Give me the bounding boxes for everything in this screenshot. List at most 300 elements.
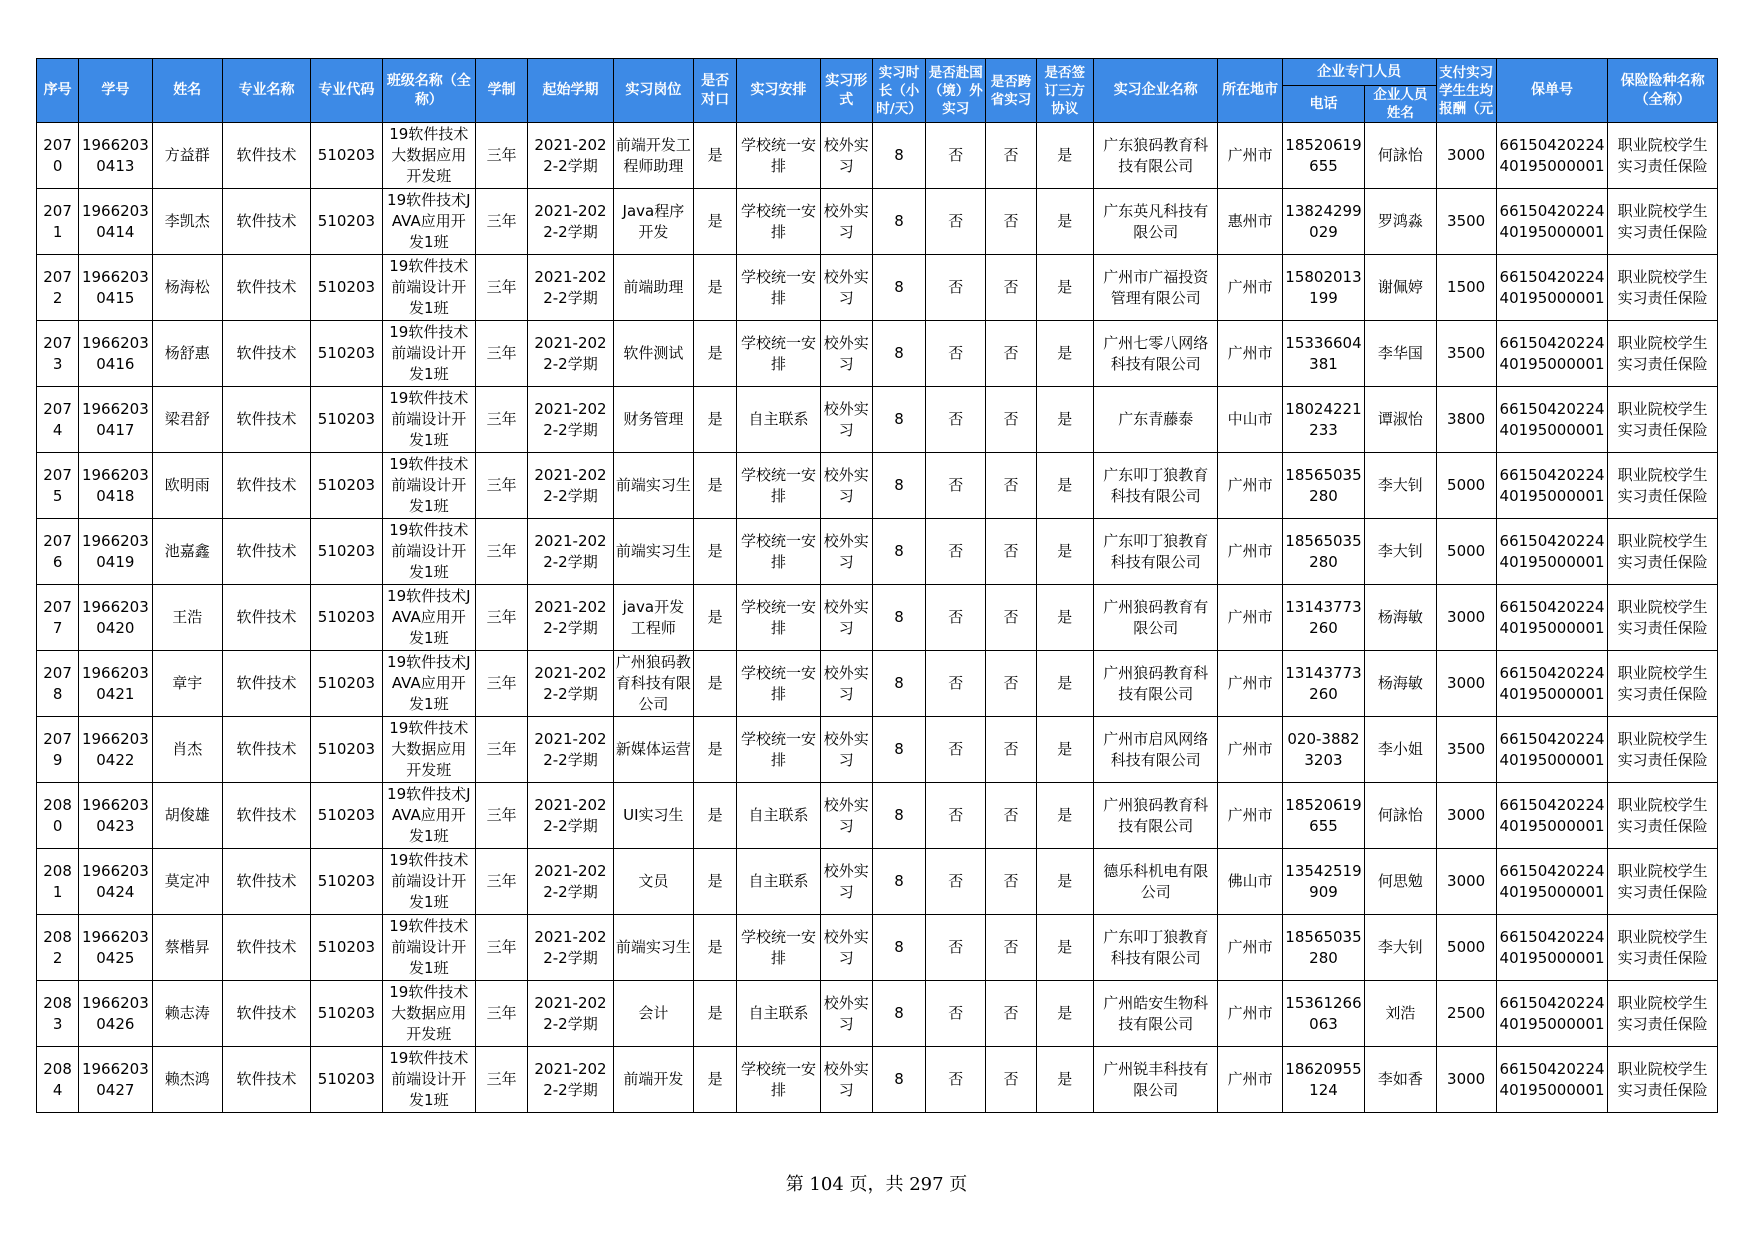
cell-city: 广州市 xyxy=(1218,1047,1282,1113)
cell-major-code: 510203 xyxy=(311,453,382,519)
cell-city: 广州市 xyxy=(1218,453,1282,519)
cell-major: 软件技术 xyxy=(222,387,310,453)
cell-contact-name: 何詠怡 xyxy=(1365,783,1436,849)
cell-pay: 2500 xyxy=(1436,981,1496,1047)
col-insurance: 保险险种名称（全称） xyxy=(1608,59,1718,123)
cell-arrangement: 学校统一安排 xyxy=(737,321,820,387)
cell-position: 广州狼码教育科技有限公司 xyxy=(613,651,693,717)
col-contact-name: 企业人员姓名 xyxy=(1365,86,1436,123)
cell-abroad: 否 xyxy=(926,453,986,519)
cell-name: 胡俊雄 xyxy=(152,783,222,849)
cell-company: 广东英凡科技有限公司 xyxy=(1093,189,1218,255)
cell-student-id: 19662030424 xyxy=(79,849,152,915)
cell-position: 前端实习生 xyxy=(613,519,693,585)
cell-policy-no: 6615042022440195000001 xyxy=(1496,255,1608,321)
cell-pay: 3000 xyxy=(1436,651,1496,717)
table-row xyxy=(37,255,1718,321)
col-major-code: 专业代码 xyxy=(311,59,382,123)
cell-class-name: 19软件技术前端设计开发1班 xyxy=(382,321,475,387)
cell-major: 软件技术 xyxy=(222,585,310,651)
cell-abroad: 否 xyxy=(926,717,986,783)
header-row xyxy=(37,59,1718,86)
cell-form: 校外实习 xyxy=(820,585,872,651)
cell-position: 会计 xyxy=(613,981,693,1047)
cell-hours: 8 xyxy=(872,1047,925,1113)
cell-hours: 8 xyxy=(872,717,925,783)
cell-cross-province: 否 xyxy=(986,717,1036,783)
cell-pay: 5000 xyxy=(1436,453,1496,519)
cell-form: 校外实习 xyxy=(820,123,872,189)
cell-major: 软件技术 xyxy=(222,981,310,1047)
cell-major-code: 510203 xyxy=(311,915,382,981)
cell-tripartite: 是 xyxy=(1036,123,1093,189)
cell-contact-name: 李华国 xyxy=(1365,321,1436,387)
cell-start-term: 2021-2022-2学期 xyxy=(528,123,613,189)
cell-company: 广东青藤泰 xyxy=(1093,387,1218,453)
cell-position: 软件测试 xyxy=(613,321,693,387)
cell-hours: 8 xyxy=(872,585,925,651)
cell-hours: 8 xyxy=(872,849,925,915)
cell-major-code: 510203 xyxy=(311,321,382,387)
cell-tripartite: 是 xyxy=(1036,321,1093,387)
cell-insurance: 职业院校学生实习责任保险 xyxy=(1608,189,1718,255)
cell-company: 广东叩丁狼教育科技有限公司 xyxy=(1093,453,1218,519)
cell-arrangement: 学校统一安排 xyxy=(737,255,820,321)
cell-company: 广东叩丁狼教育科技有限公司 xyxy=(1093,519,1218,585)
cell-insurance: 职业院校学生实习责任保险 xyxy=(1608,717,1718,783)
cell-tripartite: 是 xyxy=(1036,915,1093,981)
table-row xyxy=(37,189,1718,255)
cell-class-name: 19软件技术前端设计开发1班 xyxy=(382,519,475,585)
table-row xyxy=(37,717,1718,783)
cell-policy-no: 6615042022440195000001 xyxy=(1496,189,1608,255)
cell-pay: 3000 xyxy=(1436,783,1496,849)
cell-abroad: 否 xyxy=(926,849,986,915)
cell-start-term: 2021-2022-2学期 xyxy=(528,981,613,1047)
cell-abroad: 否 xyxy=(926,1047,986,1113)
cell-student-id: 19662030422 xyxy=(79,717,152,783)
col-arrangement: 实习安排 xyxy=(737,59,820,123)
cell-contact-name: 何詠怡 xyxy=(1365,123,1436,189)
cell-form: 校外实习 xyxy=(820,717,872,783)
cell-student-id: 19662030425 xyxy=(79,915,152,981)
cell-class-name: 19软件技术前端设计开发1班 xyxy=(382,255,475,321)
cell-duration: 三年 xyxy=(476,255,528,321)
cell-start-term: 2021-2022-2学期 xyxy=(528,387,613,453)
cell-start-term: 2021-2022-2学期 xyxy=(528,1047,613,1113)
cell-abroad: 否 xyxy=(926,321,986,387)
cell-pay: 3500 xyxy=(1436,189,1496,255)
cell-pay: 1500 xyxy=(1436,255,1496,321)
cell-contact-name: 李大钊 xyxy=(1365,453,1436,519)
cell-abroad: 否 xyxy=(926,189,986,255)
cell-pay: 5000 xyxy=(1436,519,1496,585)
cell-contact-name: 刘浩 xyxy=(1365,981,1436,1047)
cell-major-code: 510203 xyxy=(311,717,382,783)
cell-policy-no: 6615042022440195000001 xyxy=(1496,585,1608,651)
cell-major-code: 510203 xyxy=(311,651,382,717)
cell-phone: 15802013199 xyxy=(1282,255,1364,321)
cell-arrangement: 学校统一安排 xyxy=(737,453,820,519)
cell-pay: 3000 xyxy=(1436,123,1496,189)
cell-class-name: 19软件技术前端设计开发1班 xyxy=(382,1047,475,1113)
cell-insurance: 职业院校学生实习责任保险 xyxy=(1608,651,1718,717)
cell-major-code: 510203 xyxy=(311,783,382,849)
cell-phone: 18024221233 xyxy=(1282,387,1364,453)
cell-duration: 三年 xyxy=(476,453,528,519)
cell-pay: 3500 xyxy=(1436,321,1496,387)
cell-student-id: 19662030421 xyxy=(79,651,152,717)
cell-tripartite: 是 xyxy=(1036,783,1093,849)
cell-matched: 是 xyxy=(694,519,737,585)
cell-abroad: 否 xyxy=(926,255,986,321)
cell-arrangement: 学校统一安排 xyxy=(737,1047,820,1113)
cell-tripartite: 是 xyxy=(1036,453,1093,519)
col-position: 实习岗位 xyxy=(613,59,693,123)
cell-tripartite: 是 xyxy=(1036,981,1093,1047)
cell-hours: 8 xyxy=(872,123,925,189)
cell-major: 软件技术 xyxy=(222,321,310,387)
cell-major: 软件技术 xyxy=(222,519,310,585)
cell-cross-province: 否 xyxy=(986,915,1036,981)
cell-major-code: 510203 xyxy=(311,981,382,1047)
cell-insurance: 职业院校学生实习责任保险 xyxy=(1608,123,1718,189)
cell-duration: 三年 xyxy=(476,717,528,783)
cell-student-id: 19662030426 xyxy=(79,981,152,1047)
cell-policy-no: 6615042022440195000001 xyxy=(1496,717,1608,783)
cell-seq: 2071 xyxy=(37,189,79,255)
cell-phone: 18520619655 xyxy=(1282,123,1364,189)
cell-arrangement: 学校统一安排 xyxy=(737,651,820,717)
cell-major: 软件技术 xyxy=(222,915,310,981)
cell-city: 广州市 xyxy=(1218,585,1282,651)
cell-duration: 三年 xyxy=(476,849,528,915)
cell-abroad: 否 xyxy=(926,651,986,717)
cell-major-code: 510203 xyxy=(311,255,382,321)
cell-duration: 三年 xyxy=(476,1047,528,1113)
cell-duration: 三年 xyxy=(476,189,528,255)
cell-contact-name: 李大钊 xyxy=(1365,519,1436,585)
cell-name: 章宇 xyxy=(152,651,222,717)
cell-seq: 2084 xyxy=(37,1047,79,1113)
cell-contact-name: 李大钊 xyxy=(1365,915,1436,981)
col-hours: 实习时长（小时/天） xyxy=(872,59,925,123)
cell-student-id: 19662030427 xyxy=(79,1047,152,1113)
cell-matched: 是 xyxy=(694,651,737,717)
cell-name: 王浩 xyxy=(152,585,222,651)
cell-insurance: 职业院校学生实习责任保险 xyxy=(1608,915,1718,981)
cell-cross-province: 否 xyxy=(986,981,1036,1047)
cell-student-id: 19662030416 xyxy=(79,321,152,387)
cell-start-term: 2021-2022-2学期 xyxy=(528,915,613,981)
cell-seq: 2082 xyxy=(37,915,79,981)
cell-phone: 13542519909 xyxy=(1282,849,1364,915)
cell-policy-no: 6615042022440195000001 xyxy=(1496,849,1608,915)
cell-student-id: 19662030413 xyxy=(79,123,152,189)
cell-policy-no: 6615042022440195000001 xyxy=(1496,123,1608,189)
cell-form: 校外实习 xyxy=(820,849,872,915)
cell-position: java开发工程师 xyxy=(613,585,693,651)
cell-form: 校外实习 xyxy=(820,321,872,387)
col-pay: 支付实习学生生均报酬（元 xyxy=(1436,59,1496,123)
table-row xyxy=(37,981,1718,1047)
cell-insurance: 职业院校学生实习责任保险 xyxy=(1608,519,1718,585)
cell-major-code: 510203 xyxy=(311,189,382,255)
col-matched: 是否对口 xyxy=(694,59,737,123)
col-city: 所在地市 xyxy=(1218,59,1282,123)
cell-matched: 是 xyxy=(694,585,737,651)
cell-matched: 是 xyxy=(694,255,737,321)
cell-phone: 13143773260 xyxy=(1282,585,1364,651)
cell-hours: 8 xyxy=(872,387,925,453)
cell-name: 肖杰 xyxy=(152,717,222,783)
col-form: 实习形式 xyxy=(820,59,872,123)
cell-phone: 18620955124 xyxy=(1282,1047,1364,1113)
cell-major: 软件技术 xyxy=(222,123,310,189)
cell-abroad: 否 xyxy=(926,585,986,651)
cell-duration: 三年 xyxy=(476,981,528,1047)
cell-major: 软件技术 xyxy=(222,453,310,519)
cell-city: 广州市 xyxy=(1218,255,1282,321)
cell-city: 广州市 xyxy=(1218,123,1282,189)
cell-contact-name: 何思勉 xyxy=(1365,849,1436,915)
cell-cross-province: 否 xyxy=(986,453,1036,519)
cell-class-name: 19软件技术JAVA应用开发1班 xyxy=(382,783,475,849)
cell-form: 校外实习 xyxy=(820,651,872,717)
cell-matched: 是 xyxy=(694,1047,737,1113)
col-phone: 电话 xyxy=(1282,86,1364,123)
cell-position: 前端开发工程师助理 xyxy=(613,123,693,189)
cell-hours: 8 xyxy=(872,981,925,1047)
cell-seq: 2072 xyxy=(37,255,79,321)
cell-company: 广州皓安生物科技有限公司 xyxy=(1093,981,1218,1047)
cell-arrangement: 学校统一安排 xyxy=(737,189,820,255)
table-row xyxy=(37,321,1718,387)
col-duration: 学制 xyxy=(476,59,528,123)
cell-seq: 2074 xyxy=(37,387,79,453)
cell-start-term: 2021-2022-2学期 xyxy=(528,585,613,651)
cell-company: 德乐科机电有限公司 xyxy=(1093,849,1218,915)
cell-policy-no: 6615042022440195000001 xyxy=(1496,1047,1608,1113)
cell-class-name: 19软件技术前端设计开发1班 xyxy=(382,387,475,453)
cell-phone: 020-38823203 xyxy=(1282,717,1364,783)
cell-class-name: 19软件技术JAVA应用开发1班 xyxy=(382,189,475,255)
cell-form: 校外实习 xyxy=(820,1047,872,1113)
col-major: 专业名称 xyxy=(222,59,310,123)
cell-city: 惠州市 xyxy=(1218,189,1282,255)
cell-policy-no: 6615042022440195000001 xyxy=(1496,651,1608,717)
cell-tripartite: 是 xyxy=(1036,1047,1093,1113)
cell-form: 校外实习 xyxy=(820,255,872,321)
cell-contact-name: 罗鸿淼 xyxy=(1365,189,1436,255)
cell-policy-no: 6615042022440195000001 xyxy=(1496,453,1608,519)
cell-phone: 15336604381 xyxy=(1282,321,1364,387)
cell-pay: 3000 xyxy=(1436,585,1496,651)
cell-city: 中山市 xyxy=(1218,387,1282,453)
cell-cross-province: 否 xyxy=(986,783,1036,849)
cell-company: 广州狼码教育科技有限公司 xyxy=(1093,651,1218,717)
cell-contact-name: 李如香 xyxy=(1365,1047,1436,1113)
cell-start-term: 2021-2022-2学期 xyxy=(528,717,613,783)
cell-contact-name: 谢佩婷 xyxy=(1365,255,1436,321)
cell-name: 杨海松 xyxy=(152,255,222,321)
cell-policy-no: 6615042022440195000001 xyxy=(1496,783,1608,849)
cell-hours: 8 xyxy=(872,189,925,255)
cell-arrangement: 学校统一安排 xyxy=(737,585,820,651)
cell-abroad: 否 xyxy=(926,981,986,1047)
col-class-name: 班级名称（全称） xyxy=(382,59,475,123)
cell-phone: 18565035280 xyxy=(1282,453,1364,519)
cell-tripartite: 是 xyxy=(1036,519,1093,585)
cell-major-code: 510203 xyxy=(311,585,382,651)
cell-city: 广州市 xyxy=(1218,321,1282,387)
cell-cross-province: 否 xyxy=(986,585,1036,651)
cell-cross-province: 否 xyxy=(986,255,1036,321)
cell-major-code: 510203 xyxy=(311,849,382,915)
cell-insurance: 职业院校学生实习责任保险 xyxy=(1608,981,1718,1047)
col-cross-province: 是否跨省实习 xyxy=(986,59,1036,123)
cell-pay: 3000 xyxy=(1436,1047,1496,1113)
cell-policy-no: 6615042022440195000001 xyxy=(1496,387,1608,453)
cell-position: 前端助理 xyxy=(613,255,693,321)
table-row xyxy=(37,915,1718,981)
cell-abroad: 否 xyxy=(926,519,986,585)
table-row xyxy=(37,453,1718,519)
internship-table xyxy=(36,58,1718,1113)
cell-student-id: 19662030417 xyxy=(79,387,152,453)
cell-matched: 是 xyxy=(694,321,737,387)
cell-form: 校外实习 xyxy=(820,915,872,981)
cell-pay: 3000 xyxy=(1436,849,1496,915)
cell-position: 新媒体运营 xyxy=(613,717,693,783)
table-body xyxy=(37,123,1718,1113)
table-row xyxy=(37,123,1718,189)
table-row xyxy=(37,585,1718,651)
cell-seq: 2077 xyxy=(37,585,79,651)
cell-form: 校外实习 xyxy=(820,981,872,1047)
cell-seq: 2083 xyxy=(37,981,79,1047)
cell-name: 蔡楷昇 xyxy=(152,915,222,981)
cell-name: 赖志涛 xyxy=(152,981,222,1047)
cell-hours: 8 xyxy=(872,915,925,981)
cell-pay: 5000 xyxy=(1436,915,1496,981)
table-row xyxy=(37,1047,1718,1113)
cell-name: 李凯杰 xyxy=(152,189,222,255)
cell-seq: 2075 xyxy=(37,453,79,519)
col-seq: 序号 xyxy=(37,59,79,123)
cell-company: 广州锐丰科技有限公司 xyxy=(1093,1047,1218,1113)
cell-position: 前端实习生 xyxy=(613,915,693,981)
cell-start-term: 2021-2022-2学期 xyxy=(528,321,613,387)
col-abroad: 是否赴国（境）外实习 xyxy=(926,59,986,123)
cell-company: 广州市启风网络科技有限公司 xyxy=(1093,717,1218,783)
cell-student-id: 19662030418 xyxy=(79,453,152,519)
cell-class-name: 19软件技术前端设计开发1班 xyxy=(382,915,475,981)
cell-company: 广州市广福投资管理有限公司 xyxy=(1093,255,1218,321)
cell-policy-no: 6615042022440195000001 xyxy=(1496,915,1608,981)
cell-city: 广州市 xyxy=(1218,717,1282,783)
cell-start-term: 2021-2022-2学期 xyxy=(528,519,613,585)
cell-major: 软件技术 xyxy=(222,255,310,321)
cell-duration: 三年 xyxy=(476,321,528,387)
cell-start-term: 2021-2022-2学期 xyxy=(528,189,613,255)
cell-student-id: 19662030419 xyxy=(79,519,152,585)
cell-tripartite: 是 xyxy=(1036,849,1093,915)
cell-matched: 是 xyxy=(694,849,737,915)
cell-contact-name: 李小姐 xyxy=(1365,717,1436,783)
cell-class-name: 19软件技术前端设计开发1班 xyxy=(382,849,475,915)
cell-company: 广州狼码教育有限公司 xyxy=(1093,585,1218,651)
cell-city: 广州市 xyxy=(1218,519,1282,585)
cell-policy-no: 6615042022440195000001 xyxy=(1496,981,1608,1047)
cell-name: 欧明雨 xyxy=(152,453,222,519)
cell-major: 软件技术 xyxy=(222,189,310,255)
cell-phone: 18565035280 xyxy=(1282,915,1364,981)
cell-phone: 13824299029 xyxy=(1282,189,1364,255)
cell-matched: 是 xyxy=(694,915,737,981)
cell-insurance: 职业院校学生实习责任保险 xyxy=(1608,453,1718,519)
cell-phone: 18520619655 xyxy=(1282,783,1364,849)
cell-name: 池嘉鑫 xyxy=(152,519,222,585)
table-row xyxy=(37,849,1718,915)
cell-student-id: 19662030414 xyxy=(79,189,152,255)
cell-seq: 2080 xyxy=(37,783,79,849)
cell-form: 校外实习 xyxy=(820,387,872,453)
cell-hours: 8 xyxy=(872,651,925,717)
cell-abroad: 否 xyxy=(926,123,986,189)
cell-contact-name: 杨海敏 xyxy=(1365,651,1436,717)
cell-seq: 2081 xyxy=(37,849,79,915)
cell-matched: 是 xyxy=(694,387,737,453)
cell-matched: 是 xyxy=(694,123,737,189)
cell-name: 莫定冲 xyxy=(152,849,222,915)
cell-matched: 是 xyxy=(694,981,737,1047)
cell-company: 广东叩丁狼教育科技有限公司 xyxy=(1093,915,1218,981)
cell-matched: 是 xyxy=(694,453,737,519)
cell-cross-province: 否 xyxy=(986,1047,1036,1113)
cell-insurance: 职业院校学生实习责任保险 xyxy=(1608,321,1718,387)
cell-duration: 三年 xyxy=(476,519,528,585)
cell-hours: 8 xyxy=(872,321,925,387)
cell-seq: 2073 xyxy=(37,321,79,387)
col-company: 实习企业名称 xyxy=(1093,59,1218,123)
cell-class-name: 19软件技术大数据应用开发班 xyxy=(382,717,475,783)
cell-hours: 8 xyxy=(872,783,925,849)
col-student-id: 学号 xyxy=(79,59,152,123)
cell-hours: 8 xyxy=(872,255,925,321)
cell-form: 校外实习 xyxy=(820,189,872,255)
cell-matched: 是 xyxy=(694,717,737,783)
cell-class-name: 19软件技术前端设计开发1班 xyxy=(382,453,475,519)
cell-duration: 三年 xyxy=(476,915,528,981)
cell-tripartite: 是 xyxy=(1036,255,1093,321)
cell-company: 广州七零八网络科技有限公司 xyxy=(1093,321,1218,387)
cell-start-term: 2021-2022-2学期 xyxy=(528,255,613,321)
cell-name: 赖杰鸿 xyxy=(152,1047,222,1113)
cell-tripartite: 是 xyxy=(1036,387,1093,453)
cell-pay: 3800 xyxy=(1436,387,1496,453)
cell-insurance: 职业院校学生实习责任保险 xyxy=(1608,255,1718,321)
cell-policy-no: 6615042022440195000001 xyxy=(1496,321,1608,387)
cell-abroad: 否 xyxy=(926,915,986,981)
cell-form: 校外实习 xyxy=(820,453,872,519)
cell-cross-province: 否 xyxy=(986,651,1036,717)
cell-name: 方益群 xyxy=(152,123,222,189)
cell-tripartite: 是 xyxy=(1036,717,1093,783)
col-start-term: 起始学期 xyxy=(528,59,613,123)
cell-duration: 三年 xyxy=(476,585,528,651)
cell-abroad: 否 xyxy=(926,387,986,453)
